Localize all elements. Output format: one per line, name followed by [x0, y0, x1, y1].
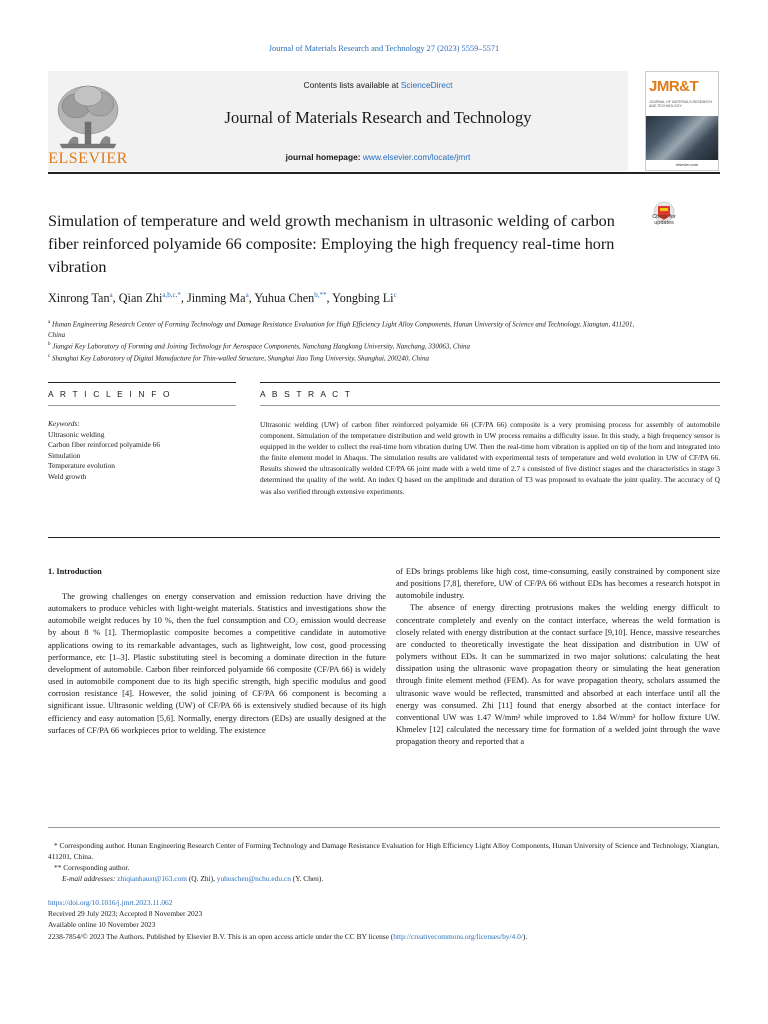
- email-label: E-mail addresses:: [62, 874, 116, 883]
- keyword-item: Ultrasonic welding: [48, 429, 105, 439]
- sciencedirect-link[interactable]: ScienceDirect: [400, 80, 453, 90]
- author-separator: ,: [112, 291, 119, 306]
- journal-cover-thumbnail[interactable]: [645, 71, 719, 171]
- license-suffix: ).: [522, 931, 528, 941]
- article-info-rule: [48, 405, 236, 406]
- author-affil-marker[interactable]: a: [245, 291, 249, 299]
- footnote-corresponding-2: ** Corresponding author.: [54, 863, 130, 872]
- abstract-text: Ultrasonic welding (UW) of carbon fiber reinforced polyamide 66 (CF/PA 66) composite is a very promising process for assembly of automobile component. Simulation of the temperature distribution and weld growth in UW process remains a difficulty issue. In this study, a high frequency sensor is equipped in the welder to collect the real-time horn vibration during UW. Then the real-time horn vibration is applied on tip of the horn and integrated into the finite element model in Abaqus. The simulation results are validated with experimental tests of temperature and weld evolution in UW of CF/PA 66. Results showed the ultrasonically welded CF/PA 66 joint made with a weld time of 2.7 s consisted of five distinct stages and the characteristics in stage 3 determined the quality of the weld. An index Q based on the amplitude and duration of T3 was proposed to evaluate the joint quality. The accuracy of Q was also verified through extensive experiments.: [260, 420, 720, 496]
- author-name[interactable]: Xinrong Tan: [48, 291, 110, 306]
- body-paragraph: The growing challenges on energy conservation and emission reduction have driving the automakers to produce vehicles with light-weight materials. Statistics and investigations show the automobile weight reduces by 10 %, then the fuel consumption and CO₂ emission would decrease by about 8 % [1]. Thermoplastic composite becomes a competitive candidate in automotive applications owing to its remarkable advantages, such as lightweight, low cost, good processing performance, etc [1–3]. Plastic substituting steel is becoming a dominate direction in the future development of automobile. Carbon fiber reinforced polyamide 66 composite (CF/PA 66) is widely used in automobile component due to its high specific strength, high specific modulus and good corrosion resistance [4]. However, the solid joining of CF/PA 66 component is becoming a significant issue. Ultrasonic welding (UW) of CF/PA 66 is extensively studied because of its high efficiency and easy automation [5,6]. Normally, energy directors (EDs) are usually designed at the surfaces of CF/PA 66 workpieces prior to welding. The existence: [48, 592, 386, 735]
- email-line: [48, 873, 720, 884]
- affiliation-text: Shanghai Key Laboratory of Digital Manufacture for Thin-walled Structure, Shanghai Jiao Tong University, Shanghai, 200240, China: [51, 354, 430, 363]
- author-name[interactable]: Yongbing Li: [332, 291, 394, 306]
- body-paragraph: of EDs brings problems like high cost, time-consuming, easily constrained by component size and positions [7,8], therefore, UW of CF/PA 66 without EDs has becomes a research hotspot in automobile industry.: [396, 567, 720, 601]
- body-column-right: [396, 566, 720, 748]
- author-name[interactable]: Jinming Ma: [186, 291, 246, 306]
- section-heading-introduction: 1. Introduction: [48, 567, 102, 576]
- keyword-item: Weld growth: [48, 471, 87, 481]
- abstract-bottom-rule: [48, 537, 720, 538]
- license-line: [48, 931, 720, 942]
- journal-homepage-link[interactable]: www.elsevier.com/locate/jmrt: [362, 152, 471, 162]
- affiliation-text: Jiangxi Key Laboratory of Forming and Joining Technology for Aerospace Components, Nanchang Hangkong University, Nanchang, 330063, China: [52, 342, 471, 351]
- author-affil-marker[interactable]: c: [393, 291, 397, 299]
- keyword-item: Simulation: [48, 450, 81, 460]
- body-paragraph: The absence of energy directing protrusions makes the welding energy difficult to concentrate completely and evenly on the contact interface, whereas the weld formation is closely related with energy distribution at the contact surface [9,10]. Hence, massive researches are conducted to theoretically investigate the heat dissipation and distribution in UW of polymers without EDs. It can be summarized in two major solutions: calculating the heat dissipation using the ultrasonic wave propagation theory or simulating the heat generation through finite element method (FEM). As for wave propagation theory, scholars assumed the ultrasonic wave would be reflected, transmitted and absorbed at each interface until all the energy was consumed. Zhi [11] found that energy absorbed at the contact interface for conventional UW was 1.47 W/mm² while improved to 1.84 W/mm² for hollow fixture UW. Khmelev [12] calculated the necessary time for formation of a welded joint through the wave propagation theory and reported that a: [396, 603, 720, 747]
- keywords-block: [48, 419, 236, 483]
- license-link[interactable]: http://creativecommons.org/licenses/by/4.0/: [393, 931, 523, 941]
- abstract-top-rule: [260, 382, 720, 383]
- contents-available-line: [128, 80, 628, 90]
- author-name[interactable]: Yuhua Chen: [254, 291, 315, 306]
- author-separator: ,: [180, 291, 187, 306]
- abstract-rule: [260, 405, 720, 406]
- affiliation-item: [48, 352, 638, 364]
- article-info-heading: A R T I C L E I N F O: [48, 389, 172, 399]
- author-affil-marker[interactable]: a,b,c,*: [162, 291, 181, 299]
- footnotes: [48, 840, 720, 884]
- email-link[interactable]: zhiqianhaust@163.com: [117, 874, 187, 883]
- abstract-heading: A B S T R A C T: [260, 389, 353, 399]
- license-text: 2238-7854/© 2023 The Authors. Published by Elsevier B.V. This is an open access article under the CC BY license (: [48, 931, 394, 941]
- author-separator: ,: [326, 291, 333, 306]
- affiliation-text: Hunan Engineering Research Center of Forming Technology and Damage Resistance Evaluation for High Efficiency Light Alloy Components, Hunan University of Science and Technology, Xiangtan, 411201, China: [48, 320, 635, 339]
- affiliation-item: [48, 340, 638, 352]
- email-link[interactable]: yuhuschen@nchu.edu.cn: [216, 874, 291, 883]
- available-online-date: Available online 10 November 2023: [48, 920, 156, 930]
- footnote-rule: [48, 827, 720, 828]
- affiliation-marker: a: [48, 320, 51, 325]
- publication-info: [48, 897, 720, 942]
- cover-image: [646, 116, 719, 160]
- body-column-left: [48, 591, 386, 737]
- contents-prefix: Contents lists available at: [303, 80, 401, 90]
- footnote-corresponding-1: * Corresponding author. Hunan Engineering Research Center of Forming Technology and Damage Resistance Evaluation for High Efficiency Light Alloy Components, Hunan University of Science and Technology, Xiangtan, 411201, China.: [48, 841, 720, 861]
- affiliation-marker: b: [48, 342, 51, 348]
- affiliations: [48, 318, 638, 364]
- received-dates: Received 29 July 2023; Accepted 8 November 2023: [48, 909, 203, 919]
- affiliation-marker: c: [48, 354, 51, 360]
- journal-name: Journal of Materials Research and Technology: [224, 108, 532, 127]
- keyword-item: Carbon fiber reinforced polyamide 66: [48, 440, 161, 450]
- email-owner: (Q. Zhi),: [187, 874, 217, 883]
- publisher-logo: ELSEVIER: [48, 150, 128, 167]
- author-name[interactable]: Qian Zhi: [118, 291, 163, 306]
- homepage-prefix: journal homepage:: [285, 152, 363, 162]
- email-owner: (Y. Chen).: [290, 874, 324, 883]
- article-info-top-rule: [48, 382, 236, 383]
- affiliation-item: [48, 318, 638, 340]
- doi-link[interactable]: https://doi.org/10.1016/j.jmrt.2023.11.062: [48, 898, 173, 907]
- article-title: Simulation of temperature and weld growth mechanism in ultrasonic welding of carbon fiber reinforced polyamide 66 composite: Employing the high frequency real-time horn vibration: [48, 212, 615, 276]
- keywords-title: Keywords:: [48, 419, 80, 428]
- author-affil-marker[interactable]: a: [109, 291, 113, 299]
- author-separator: ,: [248, 291, 255, 306]
- cover-footer: elsevier.com: [676, 162, 699, 167]
- journal-homepage-line: [128, 152, 628, 162]
- keyword-item: Temperature evolution: [48, 461, 115, 471]
- journal-citation[interactable]: Journal of Materials Research and Technology 27 (2023) 5559–5571: [268, 44, 500, 53]
- cover-subtitle: JOURNAL OF MATERIALS RESEARCH AND TECHNOLOGY: [649, 100, 713, 108]
- masthead-divider: [48, 172, 720, 174]
- cover-title: JMR&T: [649, 78, 699, 95]
- author-list: [48, 291, 720, 306]
- check-for-updates-label[interactable]: Check for updates: [652, 214, 676, 226]
- author-affil-marker[interactable]: b,**: [314, 291, 327, 299]
